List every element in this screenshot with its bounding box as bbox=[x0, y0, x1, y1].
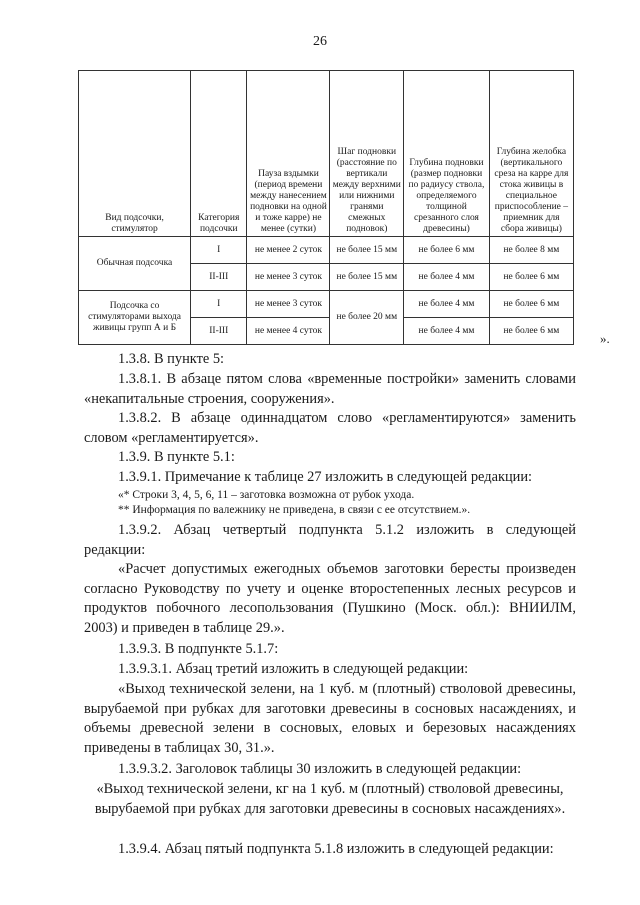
paragraph: «Расчет допустимых ежегодных объемов заготовки бересты произведен согласно Руководству по учету и оценке второстепенных лесных ресурсов и продуктов побочного лесопользования (Пушкино (Моск. обл.): ВНИИЛМ, 2003) и приведен в таблице 29.». bbox=[84, 561, 576, 636]
table-row bbox=[79, 291, 574, 318]
paragraph: 1.3.8. В пункте 5: bbox=[118, 351, 225, 367]
table-row bbox=[79, 237, 574, 264]
table-closing-quote: ». bbox=[600, 331, 610, 346]
cell-glubina: не более 4 мм bbox=[404, 264, 490, 291]
note: «* Строки 3, 4, 5, 6, 11 – заготовка возможна от рубок ухода. bbox=[118, 489, 415, 501]
header-pauza: Пауза вздымки (период времени между нанесением подновки на одной и тоже карре) не менее (сутки) bbox=[247, 71, 330, 237]
cell-shag: не более 20 мм bbox=[330, 291, 404, 345]
cell-glubina: не более 6 мм bbox=[404, 237, 490, 264]
paragraph: 1.3.9.3.2. Заголовок таблицы 30 изложить в следующей редакции: bbox=[118, 761, 522, 777]
paragraph: 1.3.8.2. В абзаце одиннадцатом слово «регламентируются» заменить словом «регламентируется». bbox=[84, 410, 576, 446]
header-shag: Шаг подновки (расстояние по вертикали между верхними или нижними гранями смежных подновок) bbox=[330, 71, 404, 237]
header-zhelobok: Глубина желобка (вертикального среза на карре для стока живицы в специальное приспособление – приемник для сбора живицы) bbox=[489, 71, 573, 237]
cell-zhelobok: не более 8 мм bbox=[489, 237, 573, 264]
header-vid: Вид подсочки, стимулятор bbox=[79, 71, 191, 237]
cell-pauza: не менее 2 суток bbox=[247, 237, 330, 264]
cell-pauza: не менее 4 суток bbox=[247, 318, 330, 345]
cell-zhelobok: не более 6 мм bbox=[489, 291, 573, 318]
cell-zhelobok: не более 6 мм bbox=[489, 318, 573, 345]
group-name: Обычная подсочка bbox=[79, 237, 191, 291]
paragraph: 1.3.9.2. Абзац четвертый подпункта 5.1.2 изложить в следующей редакции: bbox=[84, 522, 576, 558]
cell-shag: не более 15 мм bbox=[330, 237, 404, 264]
header-glubina: Глубина подновки (размер подновки по радиусу ствола, определяемого толщиной срезанного слоя древесины) bbox=[404, 71, 490, 237]
note: ** Информация по валежнику не приведена, в связи с ее отсутствием.». bbox=[118, 504, 471, 516]
cell-kategoriya: II-III bbox=[191, 318, 247, 345]
cell-kategoriya: I bbox=[191, 291, 247, 318]
paragraph: 1.3.8.1. В абзаце пятом слова «временные постройки» заменить словами «некапитальные строения, сооружения». bbox=[84, 371, 576, 407]
cell-shag: не более 15 мм bbox=[330, 264, 404, 291]
paragraph: 1.3.9.4. Абзац пятый подпункта 5.1.8 изложить в следующей редакции: bbox=[118, 841, 554, 857]
paragraph: 1.3.9.3.1. Абзац третий изложить в следующей редакции: bbox=[118, 661, 469, 677]
page-number: 26 bbox=[313, 34, 327, 49]
cell-kategoriya: II-III bbox=[191, 264, 247, 291]
cell-glubina: не более 4 мм bbox=[404, 318, 490, 345]
cell-pauza: не менее 3 суток bbox=[247, 291, 330, 318]
cell-pauza: не менее 3 суток bbox=[247, 264, 330, 291]
tapping-parameters-table bbox=[78, 70, 574, 345]
cell-glubina: не более 4 мм bbox=[404, 291, 490, 318]
header-kategoriya: Категория подсочки bbox=[191, 71, 247, 237]
paragraph: 1.3.9.3. В подпункте 5.1.7: bbox=[118, 641, 279, 657]
cell-zhelobok: не более 6 мм bbox=[489, 264, 573, 291]
paragraph: 1.3.9.1. Примечание к таблице 27 изложить в следующей редакции: bbox=[118, 469, 533, 485]
paragraph: «Выход технической зелени, на 1 куб. м (плотный) стволовой древесины, вырубаемой при рубках для заготовки древесины в сосновых насаждениях, и объемы древесной зелени в сосновых, еловых и березовых насаждениях приведены в таблицах 30, 31.». bbox=[84, 681, 576, 756]
paragraph: «Выход технической зелени, кг на 1 куб. м (плотный) стволовой древесины, вырубаемой при рубках для заготовки древесины в сосновых насаждениях». bbox=[94, 781, 566, 817]
cell-kategoriya: I bbox=[191, 237, 247, 264]
paragraph: 1.3.9. В пункте 5.1: bbox=[118, 449, 235, 465]
group-name: Подсочка со стимуляторами выхода живицы групп А и Б bbox=[79, 291, 191, 345]
